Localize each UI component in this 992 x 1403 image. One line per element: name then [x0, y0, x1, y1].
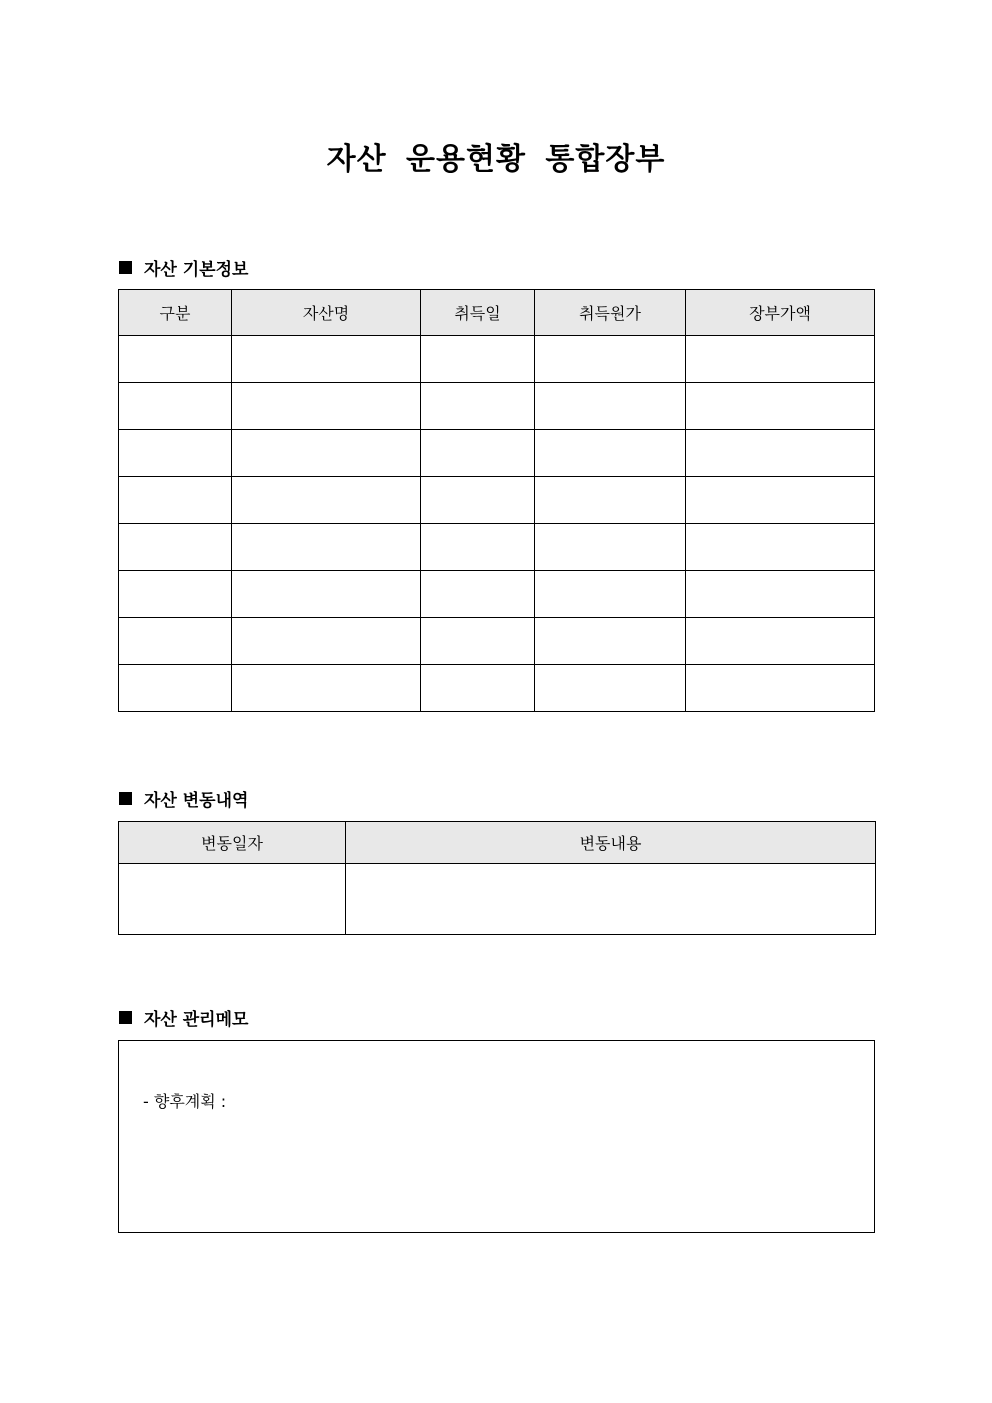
- table-row: [119, 571, 875, 618]
- document-title: 자산 운용현황 통합장부: [326, 142, 666, 177]
- table-cell[interactable]: [686, 665, 875, 712]
- table-cell[interactable]: [686, 336, 875, 383]
- table-cell[interactable]: [421, 336, 535, 383]
- section-heading-label: 자산 관리메모: [144, 1010, 249, 1030]
- column-header-category: 구분: [119, 290, 232, 336]
- column-header-change-date: 변동일자: [119, 822, 346, 864]
- table-cell[interactable]: [686, 524, 875, 571]
- table-cell[interactable]: [421, 477, 535, 524]
- table-row: [119, 524, 875, 571]
- column-header-change-details: 변동내용: [346, 822, 876, 864]
- table-cell[interactable]: [535, 336, 686, 383]
- table-cell[interactable]: [686, 383, 875, 430]
- section-heading-label: 자산 기본정보: [144, 260, 249, 280]
- asset-changes-table: [118, 821, 876, 935]
- table-cell[interactable]: [421, 571, 535, 618]
- table-cell[interactable]: [119, 336, 232, 383]
- table-cell[interactable]: [119, 618, 232, 665]
- table-cell[interactable]: [232, 571, 421, 618]
- table-row: [119, 383, 875, 430]
- square-bullet-icon: [119, 792, 132, 805]
- table-cell[interactable]: [119, 524, 232, 571]
- table-cell[interactable]: [232, 477, 421, 524]
- table-cell[interactable]: [119, 571, 232, 618]
- table-cell[interactable]: [421, 665, 535, 712]
- table-row: [119, 618, 875, 665]
- table-cell[interactable]: [421, 618, 535, 665]
- table-cell[interactable]: [535, 430, 686, 477]
- table-cell[interactable]: [535, 618, 686, 665]
- table-cell[interactable]: [535, 477, 686, 524]
- table-cell[interactable]: [421, 524, 535, 571]
- table-cell[interactable]: [232, 383, 421, 430]
- table-cell[interactable]: [232, 336, 421, 383]
- column-header-acquisition-cost: 취득원가: [535, 290, 686, 336]
- table-header-row: [119, 290, 875, 336]
- section-heading-label: 자산 변동내역: [144, 791, 249, 811]
- table-cell[interactable]: [686, 477, 875, 524]
- future-plan-line: - 향후계획 :: [143, 1092, 227, 1111]
- table-cell[interactable]: [686, 571, 875, 618]
- table-cell[interactable]: [686, 430, 875, 477]
- column-header-book-value: 장부가액: [686, 290, 875, 336]
- table-cell[interactable]: [232, 618, 421, 665]
- table-row: [119, 864, 876, 935]
- table-cell[interactable]: [686, 618, 875, 665]
- column-header-asset-name: 자산명: [232, 290, 421, 336]
- table-cell[interactable]: [119, 665, 232, 712]
- table-cell[interactable]: [119, 383, 232, 430]
- table-cell[interactable]: [119, 430, 232, 477]
- table-cell[interactable]: [421, 383, 535, 430]
- section-heading-basic-info: [119, 255, 248, 280]
- table-header-row: [119, 822, 876, 864]
- memo-box[interactable]: [118, 1040, 875, 1233]
- table-cell[interactable]: [535, 571, 686, 618]
- table-cell[interactable]: [535, 665, 686, 712]
- table-cell[interactable]: [232, 665, 421, 712]
- table-row: [119, 665, 875, 712]
- table-cell[interactable]: [535, 383, 686, 430]
- section-heading-changes: [119, 786, 248, 811]
- table-cell[interactable]: [535, 524, 686, 571]
- table-cell[interactable]: [421, 430, 535, 477]
- asset-basic-info-table: [118, 289, 875, 712]
- table-cell[interactable]: [119, 477, 232, 524]
- table-row: [119, 477, 875, 524]
- table-cell[interactable]: [346, 864, 876, 935]
- square-bullet-icon: [119, 1011, 132, 1024]
- table-cell[interactable]: [232, 430, 421, 477]
- table-row: [119, 336, 875, 383]
- section-heading-memo: [119, 1005, 248, 1030]
- column-header-acquisition-date: 취득일: [421, 290, 535, 336]
- table-cell[interactable]: [232, 524, 421, 571]
- table-cell[interactable]: [119, 864, 346, 935]
- square-bullet-icon: [119, 261, 132, 274]
- table-row: [119, 430, 875, 477]
